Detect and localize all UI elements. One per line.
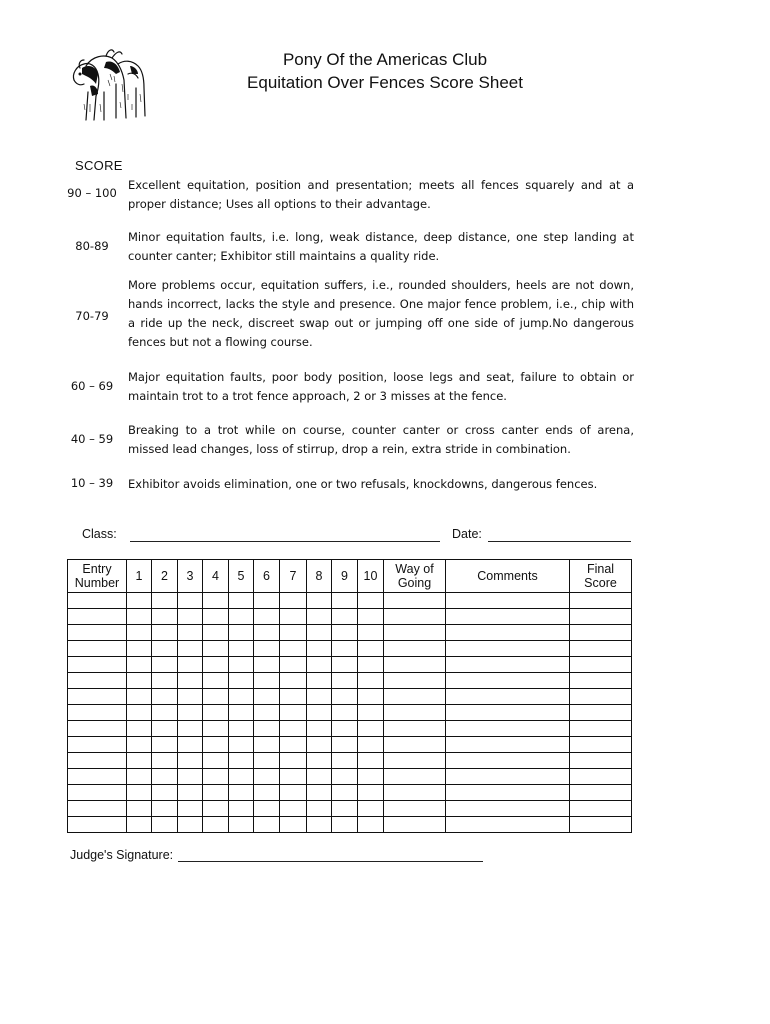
score-range: 90 – 100 [67, 186, 117, 200]
table-cell[interactable] [307, 705, 332, 721]
table-cell[interactable] [127, 689, 152, 705]
table-row [68, 737, 632, 753]
column-header-fence-6: 6 [254, 560, 280, 593]
table-cell[interactable] [446, 609, 570, 625]
table-cell[interactable] [254, 689, 280, 705]
table-cell[interactable] [332, 785, 358, 801]
table-cell[interactable] [384, 593, 446, 609]
table-header-row [68, 560, 632, 593]
table-cell[interactable] [280, 593, 307, 609]
table-cell[interactable] [307, 737, 332, 753]
table-cell[interactable] [307, 769, 332, 785]
column-header-fence-3: 3 [178, 560, 203, 593]
table-cell[interactable] [332, 721, 358, 737]
table-cell[interactable] [446, 737, 570, 753]
table-cell[interactable] [384, 769, 446, 785]
table-cell[interactable] [203, 721, 229, 737]
table-cell[interactable] [446, 705, 570, 721]
table-cell[interactable] [332, 689, 358, 705]
table-cell[interactable] [332, 753, 358, 769]
table-cell[interactable] [280, 609, 307, 625]
table-row [68, 689, 632, 705]
table-cell[interactable] [384, 625, 446, 641]
table-cell[interactable] [358, 641, 384, 657]
table-cell[interactable] [229, 801, 254, 817]
table-cell[interactable] [178, 705, 203, 721]
table-cell[interactable] [446, 801, 570, 817]
table-cell[interactable] [254, 769, 280, 785]
table-cell[interactable] [229, 705, 254, 721]
score-description: More problems occur, equitation suffers, i.e., rounded shoulders, heels are not down, hands incorrect, lacks the style and presence. One major fence problem, i.e., chip with a ride up the neck, discreet swap out or jumping off one side of jump.No dangerous fences but not a flowing course. [128, 278, 634, 349]
table-row [68, 817, 632, 833]
table-cell[interactable] [307, 641, 332, 657]
table-cell[interactable] [570, 689, 632, 705]
table-cell[interactable] [446, 721, 570, 737]
table-cell[interactable] [332, 609, 358, 625]
table-cell[interactable] [229, 817, 254, 833]
table-cell[interactable] [127, 737, 152, 753]
table-row [68, 657, 632, 673]
table-cell[interactable] [229, 609, 254, 625]
table-cell[interactable] [68, 817, 127, 833]
table-cell[interactable] [203, 817, 229, 833]
column-header-fence-2: 2 [152, 560, 178, 593]
table-cell[interactable] [254, 593, 280, 609]
judge-signature-label: Judge's Signature: [70, 848, 174, 862]
table-cell[interactable] [446, 769, 570, 785]
class-field[interactable] [130, 541, 440, 542]
table-cell[interactable] [68, 737, 127, 753]
table-cell[interactable] [358, 705, 384, 721]
table-cell[interactable] [384, 721, 446, 737]
table-cell[interactable] [280, 673, 307, 689]
table-cell[interactable] [68, 705, 127, 721]
table-cell[interactable] [178, 641, 203, 657]
table-cell[interactable] [307, 673, 332, 689]
table-cell[interactable] [280, 689, 307, 705]
table-cell[interactable] [307, 753, 332, 769]
table-cell[interactable] [570, 625, 632, 641]
column-header-fence-10: 10 [358, 560, 384, 593]
table-cell[interactable] [68, 721, 127, 737]
table-cell[interactable] [254, 785, 280, 801]
table-cell[interactable] [178, 625, 203, 641]
table-cell[interactable] [152, 625, 178, 641]
table-cell[interactable] [254, 721, 280, 737]
table-cell[interactable] [152, 689, 178, 705]
table-cell[interactable] [203, 593, 229, 609]
table-cell[interactable] [358, 737, 384, 753]
table-cell[interactable] [178, 801, 203, 817]
table-cell[interactable] [570, 721, 632, 737]
table-row [68, 753, 632, 769]
table-cell[interactable] [178, 689, 203, 705]
table-cell[interactable] [152, 657, 178, 673]
table-cell[interactable] [254, 625, 280, 641]
table-cell[interactable] [358, 801, 384, 817]
table-cell[interactable] [280, 753, 307, 769]
table-cell[interactable] [229, 785, 254, 801]
table-cell[interactable] [178, 593, 203, 609]
table-row [68, 721, 632, 737]
table-cell[interactable] [178, 673, 203, 689]
table-cell[interactable] [446, 753, 570, 769]
table-cell[interactable] [254, 753, 280, 769]
table-cell[interactable] [152, 641, 178, 657]
column-header-entry-number: Entry Number [68, 560, 127, 593]
table-cell[interactable] [203, 689, 229, 705]
table-cell[interactable] [203, 737, 229, 753]
table-cell[interactable] [280, 737, 307, 753]
table-cell[interactable] [254, 641, 280, 657]
table-cell[interactable] [152, 705, 178, 721]
table-row [68, 673, 632, 689]
table-row [68, 593, 632, 609]
table-cell[interactable] [127, 705, 152, 721]
table-cell[interactable] [229, 657, 254, 673]
table-cell[interactable] [254, 673, 280, 689]
table-cell[interactable] [384, 785, 446, 801]
table-cell[interactable] [127, 657, 152, 673]
table-cell[interactable] [307, 689, 332, 705]
score-description: Exhibitor avoids elimination, one or two refusals, knockdowns, dangerous fences. [128, 477, 598, 491]
score-description: Excellent equitation, position and presentation; meets all fences squarely and at a proper distance; Uses all options to their advantage. [128, 178, 634, 211]
table-cell[interactable] [178, 785, 203, 801]
table-cell[interactable] [178, 657, 203, 673]
table-cell[interactable] [68, 609, 127, 625]
table-cell[interactable] [358, 673, 384, 689]
table-cell[interactable] [203, 785, 229, 801]
table-cell[interactable] [307, 625, 332, 641]
column-header-fence-8: 8 [307, 560, 332, 593]
table-cell[interactable] [152, 593, 178, 609]
table-cell[interactable] [229, 625, 254, 641]
table-cell[interactable] [280, 657, 307, 673]
table-cell[interactable] [570, 673, 632, 689]
document-title: Pony Of the Americas Club [282, 50, 488, 69]
table-cell[interactable] [384, 609, 446, 625]
table-cell[interactable] [152, 609, 178, 625]
table-cell[interactable] [203, 657, 229, 673]
table-cell[interactable] [307, 609, 332, 625]
score-description: Major equitation faults, poor body position, loose legs and seat, failure to obtain or maintain trot to a trot fence approach, 2 or 3 misses at the fence. [128, 370, 634, 403]
table-cell[interactable] [446, 817, 570, 833]
table-cell[interactable] [152, 721, 178, 737]
table-cell[interactable] [254, 737, 280, 753]
table-cell[interactable] [229, 689, 254, 705]
table-cell[interactable] [307, 801, 332, 817]
table-cell[interactable] [358, 657, 384, 673]
table-cell[interactable] [446, 593, 570, 609]
table-cell[interactable] [254, 801, 280, 817]
table-cell[interactable] [332, 801, 358, 817]
table-cell[interactable] [203, 753, 229, 769]
table-cell[interactable] [332, 673, 358, 689]
table-cell[interactable] [570, 609, 632, 625]
table-cell[interactable] [570, 641, 632, 657]
table-cell[interactable] [570, 769, 632, 785]
table-cell[interactable] [358, 689, 384, 705]
column-header-fence-4: 4 [203, 560, 229, 593]
column-header-final-score: Final Score [570, 560, 632, 593]
table-cell[interactable] [152, 753, 178, 769]
table-cell[interactable] [68, 673, 127, 689]
table-row [68, 785, 632, 801]
column-header-fence-5: 5 [229, 560, 254, 593]
column-header-fence-9: 9 [332, 560, 358, 593]
column-header-comments: Comments [446, 560, 570, 593]
table-cell[interactable] [127, 785, 152, 801]
table-cell[interactable] [127, 609, 152, 625]
score-range: 60 – 69 [70, 379, 114, 393]
class-label: Class: [82, 527, 117, 541]
table-cell[interactable] [332, 769, 358, 785]
table-cell[interactable] [384, 689, 446, 705]
table-cell[interactable] [203, 769, 229, 785]
judge-signature-field[interactable] [178, 861, 483, 862]
table-cell[interactable] [307, 817, 332, 833]
table-cell[interactable] [384, 801, 446, 817]
table-cell[interactable] [446, 657, 570, 673]
column-header-fence-7: 7 [280, 560, 307, 593]
table-cell[interactable] [280, 625, 307, 641]
table-cell[interactable] [152, 785, 178, 801]
table-cell[interactable] [446, 641, 570, 657]
table-row [68, 609, 632, 625]
table-row [68, 801, 632, 817]
table-cell[interactable] [152, 673, 178, 689]
score-description: Breaking to a trot while on course, counter canter or cross canter ends of arena, missed lead changes, loss of stirrup, drop a rein, extra stride in combination. [128, 423, 634, 456]
table-cell[interactable] [127, 769, 152, 785]
table-cell[interactable] [152, 801, 178, 817]
table-row [68, 641, 632, 657]
table-cell[interactable] [307, 785, 332, 801]
table-cell[interactable] [127, 753, 152, 769]
table-cell[interactable] [68, 785, 127, 801]
score-range: 10 – 39 [70, 476, 114, 490]
table-cell[interactable] [178, 769, 203, 785]
table-cell[interactable] [127, 801, 152, 817]
table-cell[interactable] [178, 817, 203, 833]
table-cell[interactable] [384, 705, 446, 721]
date-field[interactable] [488, 541, 631, 542]
table-cell[interactable] [384, 753, 446, 769]
table-cell[interactable] [570, 593, 632, 609]
table-cell[interactable] [254, 705, 280, 721]
table-cell[interactable] [280, 641, 307, 657]
table-cell[interactable] [358, 625, 384, 641]
table-cell[interactable] [570, 657, 632, 673]
table-cell[interactable] [152, 737, 178, 753]
table-cell[interactable] [358, 769, 384, 785]
table-cell[interactable] [307, 593, 332, 609]
table-cell[interactable] [280, 721, 307, 737]
table-cell[interactable] [178, 721, 203, 737]
table-cell[interactable] [68, 657, 127, 673]
table-cell[interactable] [384, 737, 446, 753]
table-cell[interactable] [203, 705, 229, 721]
table-cell[interactable] [446, 673, 570, 689]
score-heading: SCORE [75, 158, 123, 173]
table-cell[interactable] [307, 657, 332, 673]
table-cell[interactable] [68, 689, 127, 705]
date-label: Date: [452, 527, 482, 541]
table-cell[interactable] [68, 753, 127, 769]
table-cell[interactable] [152, 817, 178, 833]
score-range: 70-79 [75, 309, 109, 323]
table-cell[interactable] [570, 817, 632, 833]
table-cell[interactable] [570, 705, 632, 721]
table-cell[interactable] [254, 817, 280, 833]
table-cell[interactable] [332, 593, 358, 609]
table-cell[interactable] [280, 769, 307, 785]
table-cell[interactable] [178, 737, 203, 753]
table-row [68, 625, 632, 641]
table-cell[interactable] [229, 721, 254, 737]
table-cell[interactable] [358, 753, 384, 769]
table-cell[interactable] [446, 689, 570, 705]
table-cell[interactable] [384, 673, 446, 689]
table-cell[interactable] [384, 817, 446, 833]
score-table [67, 559, 632, 833]
table-cell[interactable] [203, 641, 229, 657]
table-cell[interactable] [68, 641, 127, 657]
table-cell[interactable] [384, 641, 446, 657]
table-cell[interactable] [127, 721, 152, 737]
table-cell[interactable] [178, 609, 203, 625]
table-cell[interactable] [446, 785, 570, 801]
table-cell[interactable] [229, 737, 254, 753]
score-description: Minor equitation faults, i.e. long, weak distance, deep distance, one step landing at counter canter; Exhibitor still maintains a quality ride. [128, 230, 634, 263]
table-cell[interactable] [332, 657, 358, 673]
table-cell[interactable] [358, 721, 384, 737]
table-cell[interactable] [332, 625, 358, 641]
table-cell[interactable] [68, 593, 127, 609]
table-cell[interactable] [229, 769, 254, 785]
table-cell[interactable] [307, 721, 332, 737]
table-cell[interactable] [127, 593, 152, 609]
table-cell[interactable] [254, 657, 280, 673]
table-cell[interactable] [68, 769, 127, 785]
document-subtitle: Equitation Over Fences Score Sheet [247, 73, 523, 92]
table-cell[interactable] [358, 785, 384, 801]
table-cell[interactable] [127, 641, 152, 657]
table-cell[interactable] [280, 817, 307, 833]
table-cell[interactable] [570, 753, 632, 769]
score-range: 40 – 59 [70, 432, 114, 446]
table-cell[interactable] [229, 641, 254, 657]
table-cell[interactable] [332, 705, 358, 721]
column-header-fence-1: 1 [127, 560, 152, 593]
table-cell[interactable] [332, 737, 358, 753]
table-cell[interactable] [203, 625, 229, 641]
column-header-way-of-going: Way of Going [384, 560, 446, 593]
table-cell[interactable] [127, 625, 152, 641]
table-cell[interactable] [358, 609, 384, 625]
table-cell[interactable] [280, 801, 307, 817]
table-cell[interactable] [229, 593, 254, 609]
table-cell[interactable] [280, 705, 307, 721]
table-cell[interactable] [178, 753, 203, 769]
table-cell[interactable] [570, 785, 632, 801]
table-cell[interactable] [127, 817, 152, 833]
table-row [68, 705, 632, 721]
table-cell[interactable] [229, 673, 254, 689]
table-cell[interactable] [280, 785, 307, 801]
table-cell[interactable] [203, 801, 229, 817]
table-cell[interactable] [332, 641, 358, 657]
table-cell[interactable] [68, 625, 127, 641]
table-cell[interactable] [229, 753, 254, 769]
table-cell[interactable] [358, 593, 384, 609]
table-cell[interactable] [570, 801, 632, 817]
table-cell[interactable] [384, 657, 446, 673]
table-cell[interactable] [127, 673, 152, 689]
table-cell[interactable] [68, 801, 127, 817]
score-range: 80-89 [75, 239, 109, 253]
table-cell[interactable] [358, 817, 384, 833]
table-row [68, 769, 632, 785]
table-cell[interactable] [446, 625, 570, 641]
table-cell[interactable] [254, 609, 280, 625]
table-cell[interactable] [203, 673, 229, 689]
table-cell[interactable] [570, 737, 632, 753]
table-cell[interactable] [203, 609, 229, 625]
table-cell[interactable] [332, 817, 358, 833]
table-cell[interactable] [152, 769, 178, 785]
